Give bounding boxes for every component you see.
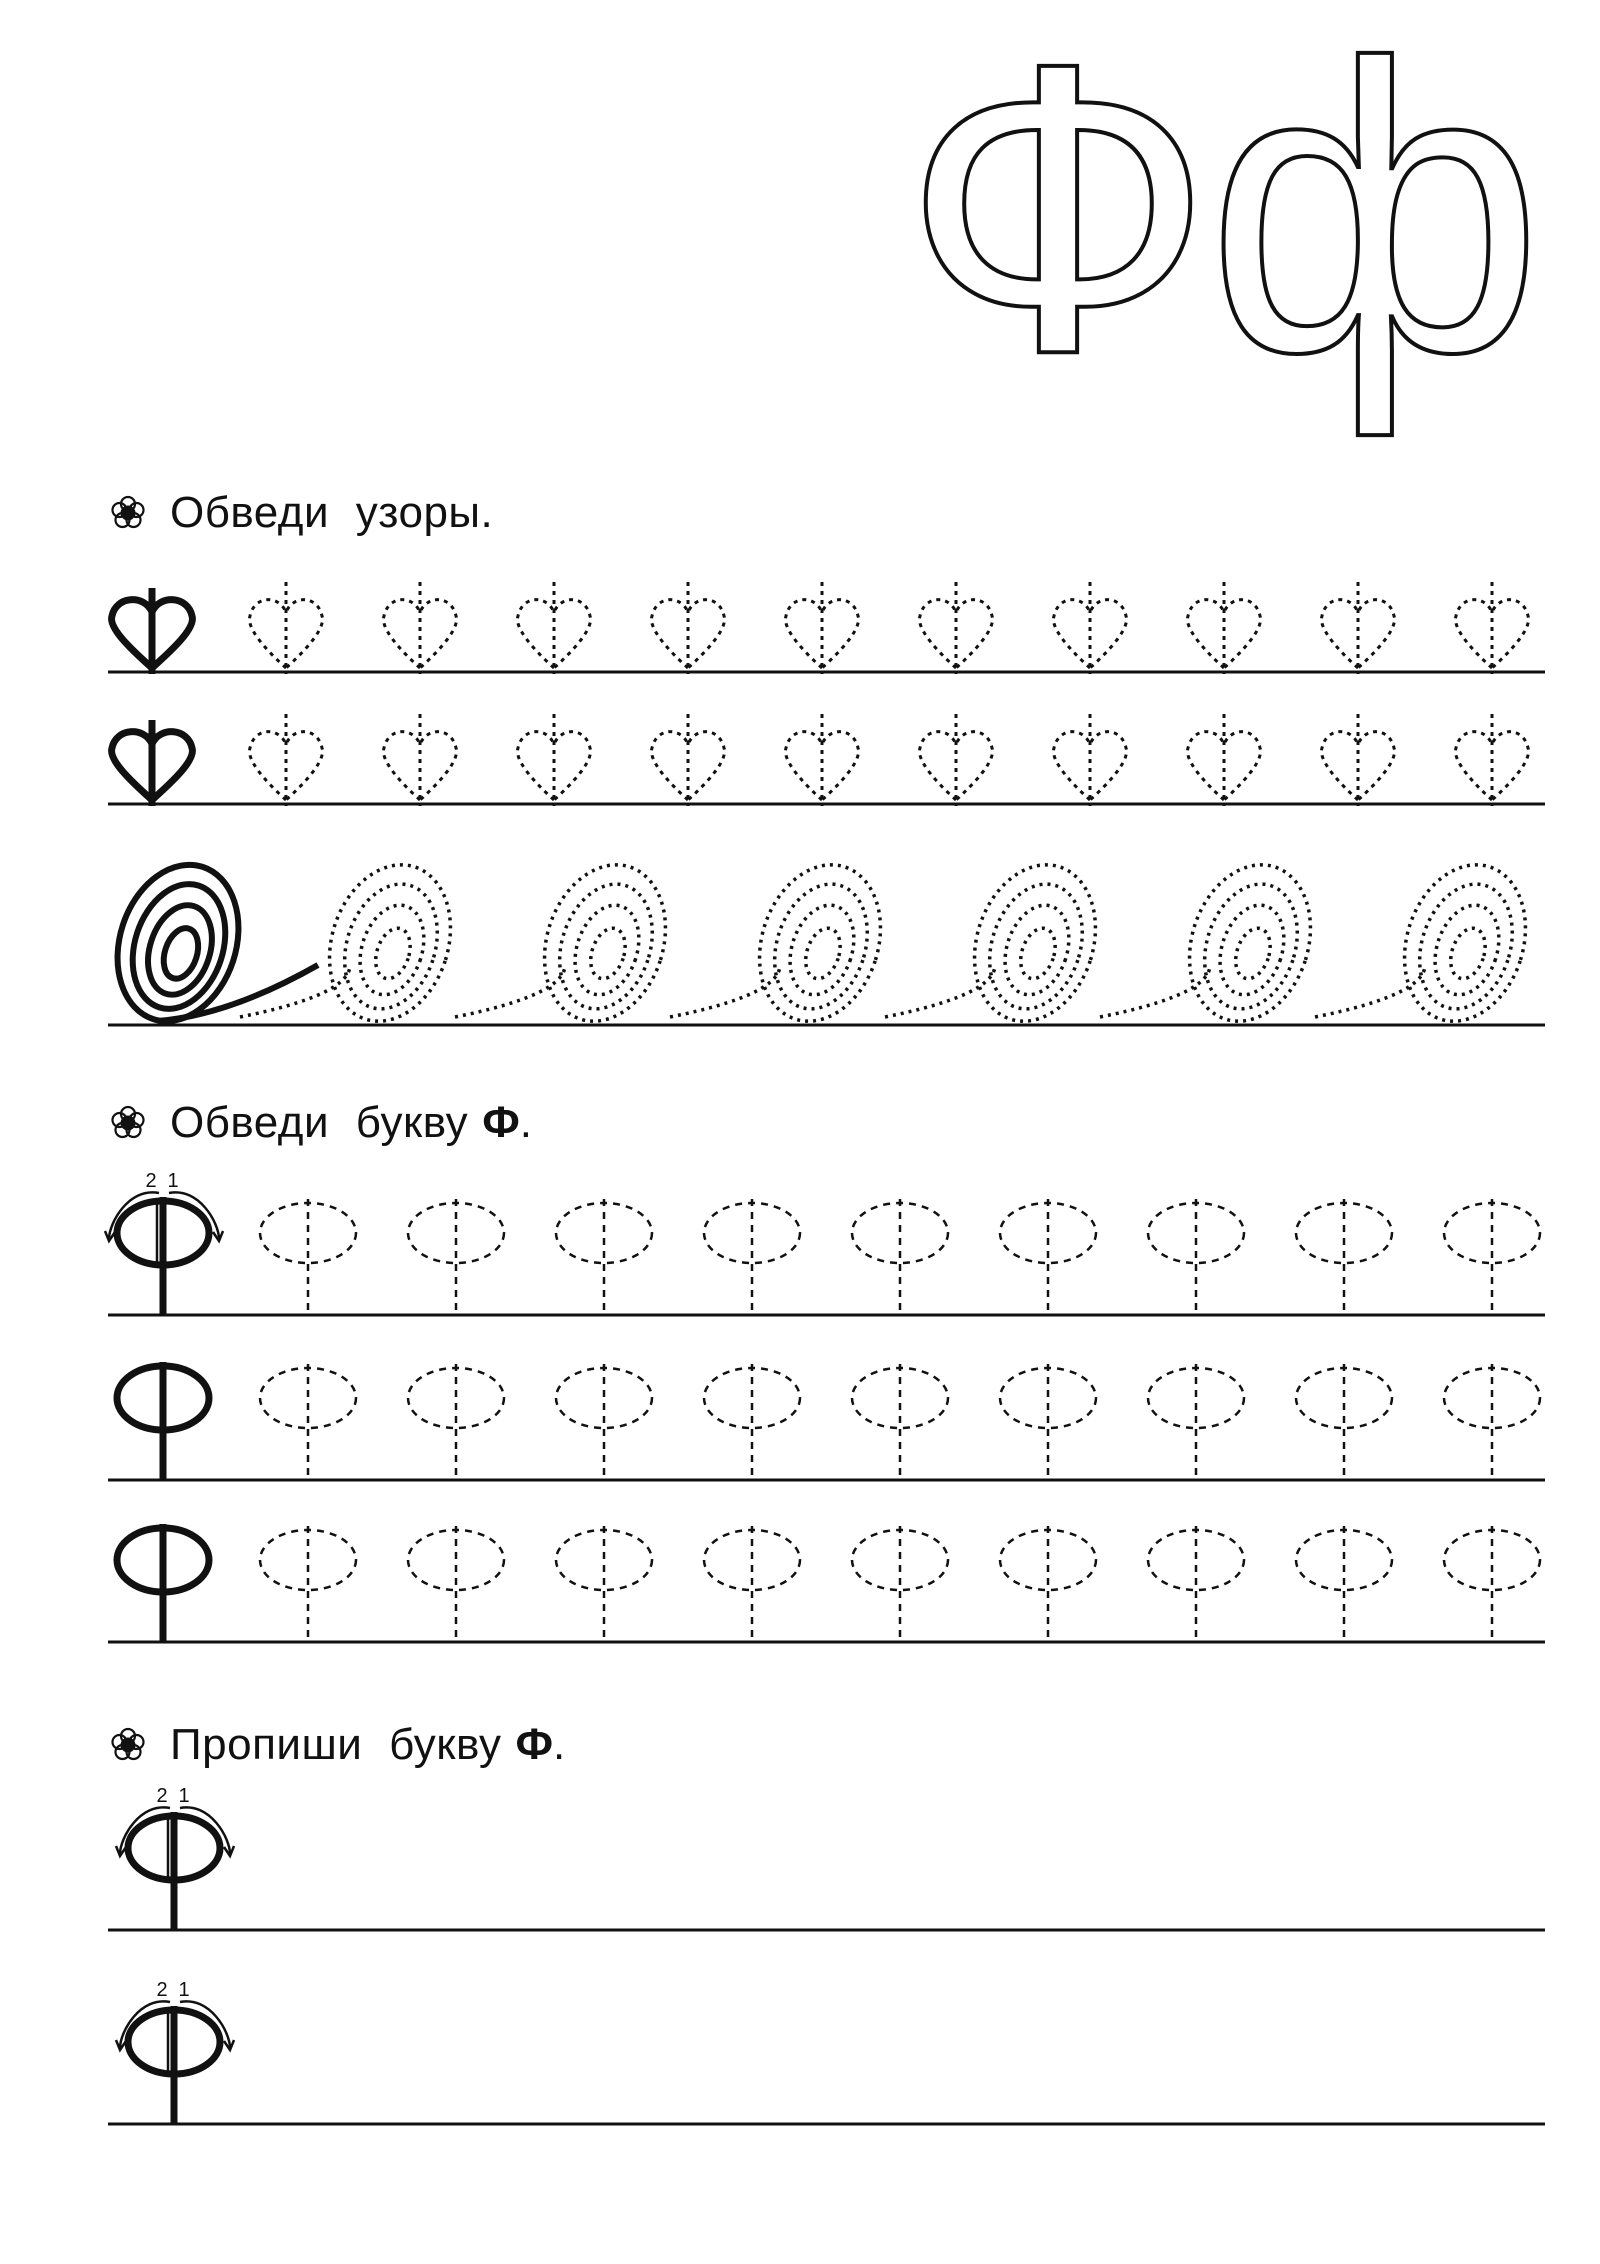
- trace-letter-f: [260, 1199, 356, 1313]
- spiral-connector: [670, 965, 780, 1017]
- model-spiral-pattern: [98, 849, 258, 1037]
- stroke-order-number: 2: [156, 1979, 168, 2001]
- trace-letter-f: [408, 1526, 504, 1640]
- trace-heart-pattern: [1455, 714, 1528, 806]
- trace-heart-pattern: [1455, 582, 1528, 674]
- big-uppercase-letter: Ф: [902, 0, 1214, 437]
- section-instruction: Обведи узоры.: [170, 488, 494, 537]
- trace-heart-pattern: [1321, 582, 1394, 674]
- pattern-row: [98, 849, 1545, 1037]
- trace-letter-f: [1444, 1526, 1540, 1640]
- trace-heart-pattern: [651, 714, 724, 806]
- spiral-ring: [800, 924, 847, 983]
- pattern-row: [112, 714, 1529, 806]
- spiral-ring: [544, 872, 667, 1021]
- trace-letter-f: [1148, 1199, 1244, 1313]
- trace-heart-pattern: [249, 714, 322, 806]
- spiral-ring: [329, 872, 452, 1021]
- model-letter-f: [117, 1362, 209, 1480]
- trace-letter-f: [260, 1526, 356, 1640]
- spiral-connector: [240, 965, 350, 1017]
- trace-letter-f: [1000, 1364, 1096, 1478]
- trace-letter-f: [408, 1364, 504, 1478]
- trace-letter-f: [1148, 1526, 1244, 1640]
- spiral-ring: [1404, 872, 1527, 1021]
- trace-heart-pattern: [1053, 714, 1126, 806]
- trace-heart-pattern: [383, 714, 456, 806]
- section-trailing-punct: .: [519, 1098, 532, 1147]
- spiral-ring: [779, 897, 864, 1003]
- trace-heart-pattern: [1187, 582, 1260, 674]
- spiral-connector: [455, 965, 565, 1017]
- trace-heart-pattern: [517, 714, 590, 806]
- stroke-order-number: 1: [178, 1979, 190, 2001]
- trace-spiral-pattern: [670, 849, 900, 1037]
- spiral-ring: [349, 897, 434, 1003]
- model-heart-pattern: [112, 588, 193, 674]
- spiral-ring: [585, 924, 632, 983]
- spiral-connector: [1100, 965, 1210, 1017]
- trace-letter-f: [1296, 1199, 1392, 1313]
- trace-heart-pattern: [785, 714, 858, 806]
- spiral-connector: [885, 965, 995, 1017]
- trace-letter-f: [1296, 1364, 1392, 1478]
- trace-letter-f: [1296, 1526, 1392, 1640]
- trace-letter-f: [408, 1199, 504, 1313]
- trace-letter-f: [556, 1199, 652, 1313]
- trace-letter-f: [1000, 1199, 1096, 1313]
- trace-heart-pattern: [249, 582, 322, 674]
- stroke-order-number: 1: [178, 1785, 190, 1807]
- spiral-ring: [158, 924, 205, 983]
- trace-spiral-pattern: [240, 849, 470, 1037]
- spiral-ring: [759, 872, 882, 1021]
- trace-letter-f: [260, 1364, 356, 1478]
- section-highlight-letter: Ф: [482, 1098, 520, 1147]
- section-trailing-punct: .: [553, 1720, 566, 1769]
- trace-spiral-pattern: [1100, 849, 1330, 1037]
- spiral-ring: [1189, 872, 1312, 1021]
- letter-write-row: [116, 1979, 234, 2124]
- spiral-ring: [1230, 924, 1277, 983]
- spiral-ring: [1424, 897, 1509, 1003]
- model-letter-f: [116, 1979, 234, 2124]
- spiral-ring: [974, 872, 1097, 1021]
- spiral-ring: [994, 897, 1079, 1003]
- pattern-row: [112, 582, 1529, 674]
- trace-letter-f: [1148, 1364, 1244, 1478]
- model-letter-f: [105, 1170, 223, 1315]
- spiral-connector: [1315, 965, 1425, 1017]
- trace-letter-f: [1444, 1199, 1540, 1313]
- section-instruction: Пропиши букву: [170, 1720, 502, 1769]
- spiral-ring: [1015, 924, 1062, 983]
- trace-letter-f: [704, 1526, 800, 1640]
- letter-trace-row: [105, 1170, 1540, 1315]
- trace-letter-f: [704, 1364, 800, 1478]
- stroke-order-number: 2: [156, 1785, 168, 1807]
- trace-heart-pattern: [1321, 714, 1394, 806]
- trace-letter-f: [556, 1364, 652, 1478]
- section-instruction: Обведи букву: [170, 1098, 469, 1147]
- model-letter-f: [116, 1785, 234, 1930]
- model-letter-f: [117, 1524, 209, 1642]
- spiral-ring: [1209, 897, 1294, 1003]
- spiral-ring: [1445, 924, 1492, 983]
- trace-letter-f: [852, 1526, 948, 1640]
- trace-letter-f: [556, 1526, 652, 1640]
- trace-spiral-pattern: [1315, 849, 1545, 1037]
- stroke-order-number: 2: [145, 1170, 157, 1192]
- trace-letter-f: [852, 1199, 948, 1313]
- trace-letter-f: [1444, 1364, 1540, 1478]
- trace-heart-pattern: [1187, 714, 1260, 806]
- letter-trace-row: [117, 1524, 1540, 1642]
- letter-write-row: [116, 1785, 234, 1930]
- trace-heart-pattern: [785, 582, 858, 674]
- section-highlight-letter: Ф: [515, 1720, 554, 1769]
- trace-heart-pattern: [651, 582, 724, 674]
- trace-heart-pattern: [517, 582, 590, 674]
- letter-trace-row: [117, 1362, 1540, 1480]
- spiral-ring: [370, 924, 417, 983]
- trace-heart-pattern: [919, 582, 992, 674]
- spiral-ring: [564, 897, 649, 1003]
- trace-letter-f: [704, 1199, 800, 1313]
- model-heart-pattern: [112, 720, 193, 806]
- trace-spiral-pattern: [455, 849, 685, 1037]
- trace-spiral-pattern: [885, 849, 1115, 1037]
- trace-letter-f: [852, 1364, 948, 1478]
- trace-heart-pattern: [919, 714, 992, 806]
- trace-heart-pattern: [383, 582, 456, 674]
- trace-letter-f: [1000, 1526, 1096, 1640]
- trace-heart-pattern: [1053, 582, 1126, 674]
- big-lowercase-letter: ф: [1206, 0, 1544, 437]
- stroke-order-number: 1: [167, 1170, 179, 1192]
- practice-rows: [98, 582, 1545, 2124]
